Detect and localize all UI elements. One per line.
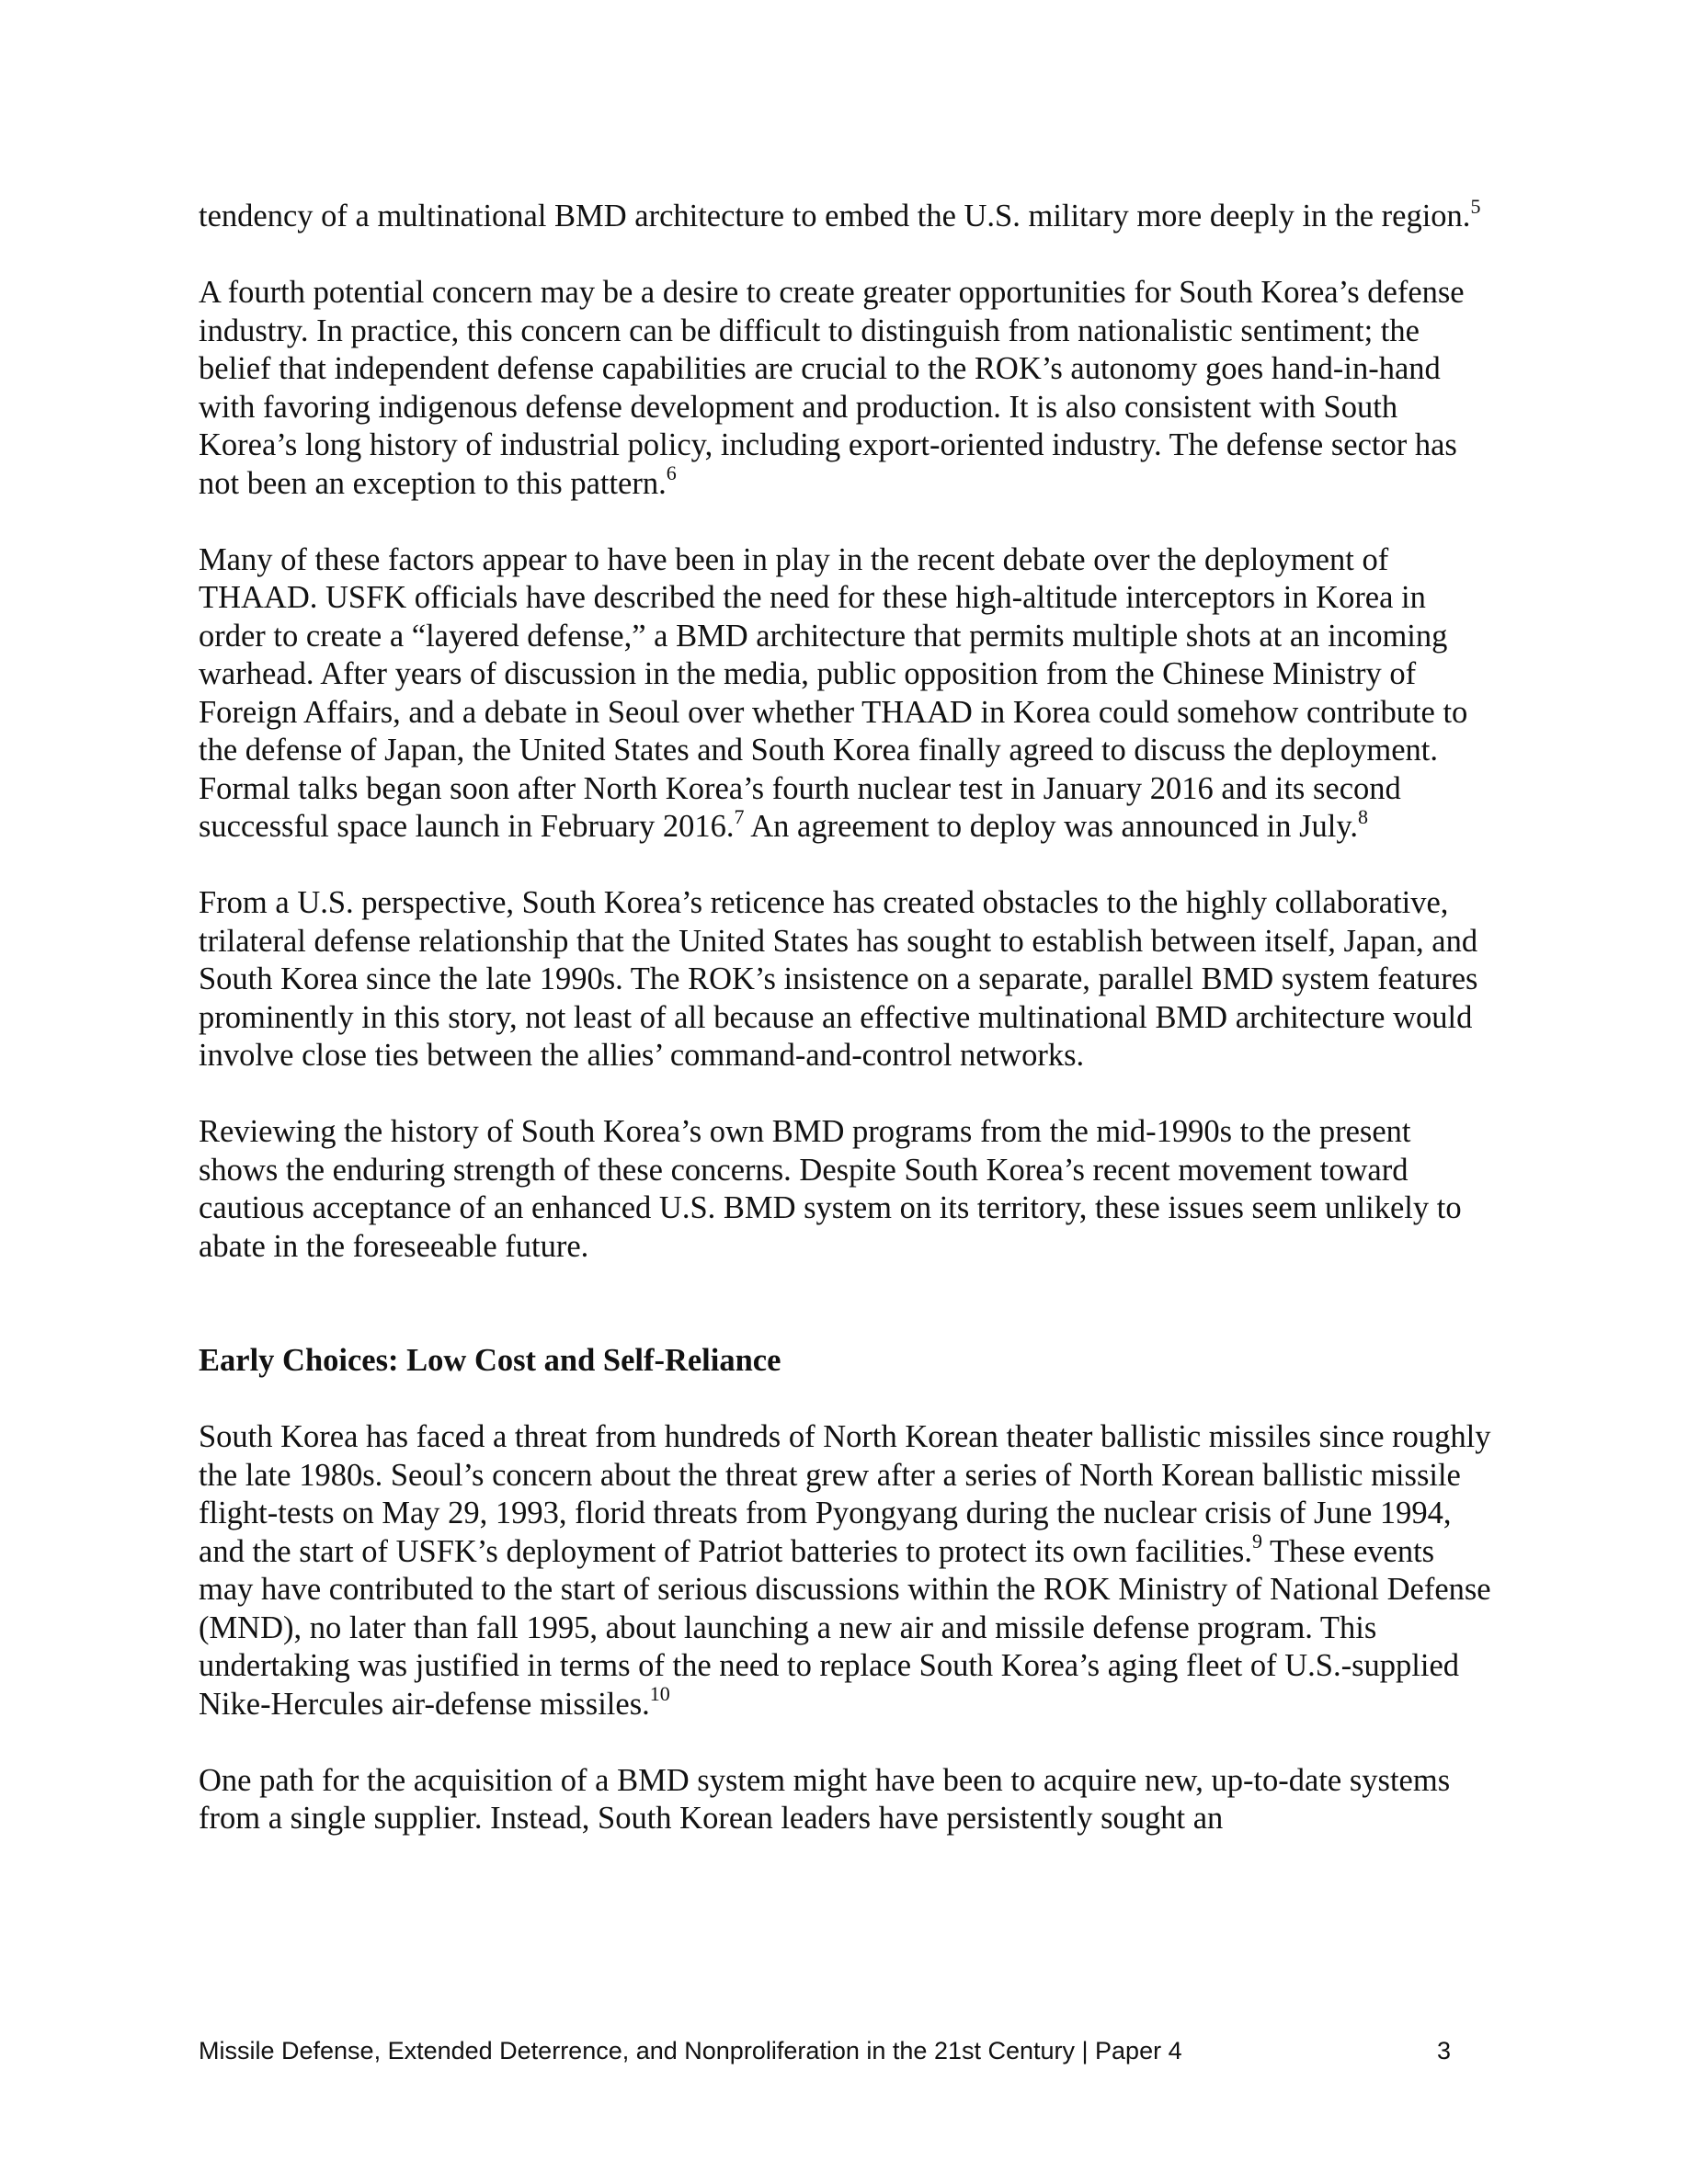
paragraph-text: These events may have contributed to the start of serious discussions within the ROK Ministry of National Defense (MND), no later than fall 1995, about launching a new air and missile defense program. This undertaking was justified in terms of the need to replace South Korea’s aging fleet of U.S.-supplied Nike-Hercules air-defense missiles. — [199, 1533, 1491, 1722]
paragraph-text: One path for the acquisition of a BMD system might have been to acquire new, up-to-date systems from a single supplier. Instead, South Korean leaders have persistently sought an — [199, 1762, 1451, 1836]
paragraph-text: A fourth potential concern may be a desire to create greater opportunities for South Korea’s defense industry. In practice, this concern can be difficult to distinguish from nationalistic sentiment; the belief that independent defense capabilities are crucial to the ROK’s autonomy goes hand-in-hand with favoring indigenous defense development and production. It is also consistent with South Korea’s long history of industrial policy, including export-oriented industry. The defense sector has not been an exception to this pattern. — [199, 275, 1465, 501]
paragraph-text: From a U.S. perspective, South Korea’s reticence has created obstacles to the highly collaborative, trilateral defense relationship that the United States has sought to establish between itself, Japan, and South Korea since the late 1990s. The ROK’s insistence on a separate, parallel BMD system features prominently in this story, not least of all because an effective multinational BMD architecture would involve close ties between the allies’ command-and-control networks. — [199, 885, 1478, 1073]
section-heading: Early Choices: Low Cost and Self-Reliance — [199, 1343, 781, 1378]
paragraph-thaad-debate — [199, 541, 1495, 847]
page-body — [199, 194, 1495, 1838]
paragraph-text: tendency of a multinational BMD architecture to embed the U.S. military more deeply in the region. — [199, 199, 1471, 233]
footnote-ref-5[interactable]: 5 — [1470, 194, 1481, 218]
footnote-ref-6[interactable]: 6 — [666, 461, 677, 484]
footnote-ref-10[interactable]: 10 — [649, 1682, 670, 1705]
footnote-ref-7[interactable]: 7 — [734, 804, 745, 828]
paragraph-text: Many of these factors appear to have been in play in the recent debate over the deployment of THAAD. USFK officials have described the need for these high-altitude interceptors in Korea in order to create a “layered defense,” a BMD architecture that permits multiple shots at an incoming warhead. After years of discussion in the media, public opposition from the Chinese Ministry of Foreign Affairs, and a debate in Seoul over whether THAAD in Korea could somehow contribute to the defense of Japan, the United States and South Korea finally agreed to discuss the deployment. Formal talks began soon after North Korea’s fourth nuclear test in January 2016 and its second successful space launch in February 2016. — [199, 541, 1468, 844]
paragraph-text: Reviewing the history of South Korea’s own BMD programs from the mid-1990s to the present shows the enduring strength of these concerns. Despite South Korea’s recent movement toward cautious acceptance of an enhanced U.S. BMD system on its territory, these issues seem unlikely to abate in the foreseeable future. — [199, 1114, 1462, 1264]
paragraph-multinational-bmd — [199, 194, 1495, 236]
paragraph-north-korean-threat — [199, 1418, 1495, 1723]
paragraph-acquisition-path — [199, 1762, 1495, 1838]
paragraph-text: An agreement to deploy was announced in July. — [744, 809, 1358, 844]
footnote-ref-8[interactable]: 8 — [1357, 804, 1368, 828]
paragraph-us-perspective — [199, 884, 1495, 1075]
footer-title: Missile Defense, Extended Deterrence, and Nonproliferation in the 21st Century | Paper 4 — [199, 2037, 1182, 2065]
footnote-ref-9[interactable]: 9 — [1251, 1530, 1262, 1553]
paragraph-text: South Korea has faced a threat from hundreds of North Korean theater ballistic missiles since roughly the late 1980s. Seoul’s concern about the threat grew after a series of North Korean ballistic missile flight-tests on May 29, 1993, florid threats from Pyongyang during the nuclear crisis of June 1994, and the start of USFK’s deployment of Patriot batteries to protect its own facilities. — [199, 1419, 1491, 1569]
paragraph-history-review — [199, 1113, 1495, 1266]
paragraph-defense-industry — [199, 274, 1495, 503]
page-number: 3 — [1436, 2037, 1451, 2065]
